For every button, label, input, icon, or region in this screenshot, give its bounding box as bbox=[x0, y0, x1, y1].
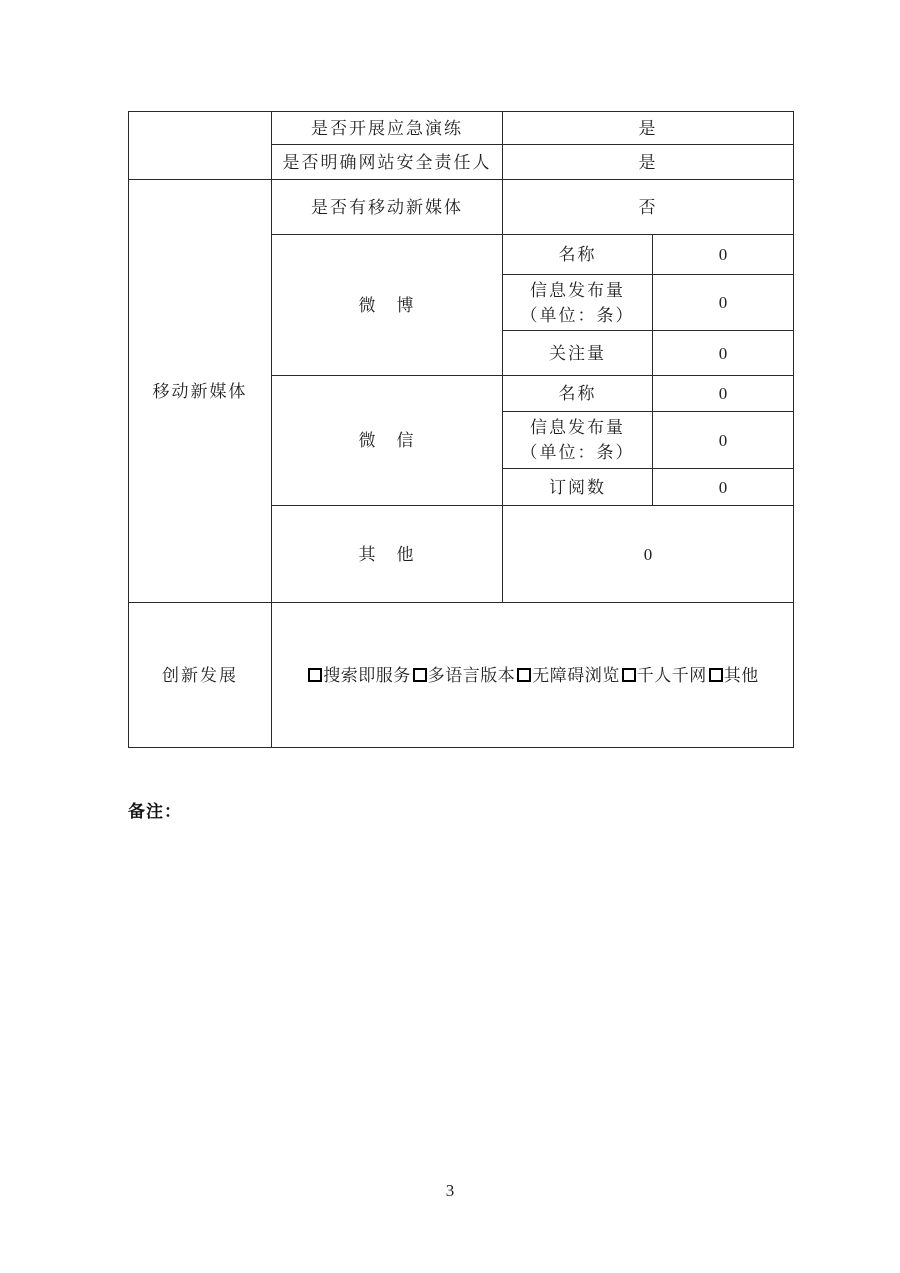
innovation-option-label: 千人千网 bbox=[636, 665, 707, 685]
wechat-name-value: 0 bbox=[653, 376, 794, 412]
weibo-posts-value: 0 bbox=[653, 275, 794, 331]
table-row bbox=[129, 180, 794, 235]
continuation-category-cell bbox=[129, 112, 272, 180]
wechat-subscribers-value: 0 bbox=[653, 469, 794, 506]
innovation-option-label: 无障碍浏览 bbox=[532, 665, 620, 685]
other-media-value: 0 bbox=[503, 506, 794, 603]
innovation-option-label: 多语言版本 bbox=[427, 665, 516, 685]
weibo-posts-label-line1: 信息发布量 bbox=[530, 280, 625, 300]
other-media-label: 其 他 bbox=[272, 506, 503, 603]
weibo-name-value: 0 bbox=[653, 235, 794, 275]
security-responsible-value: 是 bbox=[503, 145, 794, 180]
innovation-checkbox-line bbox=[306, 666, 759, 685]
page-number: 3 bbox=[445, 1181, 455, 1200]
weibo-group-cell: 微 博 bbox=[272, 235, 503, 376]
wechat-group-cell: 微 信 bbox=[272, 376, 503, 506]
emergency-drill-value: 是 bbox=[503, 112, 794, 145]
wechat-subscribers-label: 订阅数 bbox=[503, 469, 653, 506]
weibo-posts-label bbox=[503, 275, 653, 331]
wechat-posts-label-line1: 信息发布量 bbox=[530, 418, 625, 437]
mobile-media-category-cell: 移动新媒体 bbox=[129, 180, 272, 603]
checkbox-icon bbox=[709, 668, 723, 682]
has-new-media-label: 是否有移动新媒体 bbox=[272, 180, 503, 235]
weibo-followers-value: 0 bbox=[653, 331, 794, 376]
checkbox-icon bbox=[308, 668, 322, 682]
checkbox-icon bbox=[517, 668, 531, 682]
weibo-followers-label: 关注量 bbox=[503, 331, 653, 376]
wechat-posts-label bbox=[503, 412, 653, 469]
wechat-name-label: 名称 bbox=[503, 376, 653, 412]
security-responsible-label: 是否明确网站安全责任人 bbox=[272, 145, 503, 180]
table-row bbox=[129, 603, 794, 748]
remark-label: 备注： bbox=[128, 802, 182, 821]
annual-report-table bbox=[128, 111, 794, 748]
checkbox-icon bbox=[413, 668, 427, 682]
has-new-media-value: 否 bbox=[503, 180, 794, 235]
weibo-posts-label-line2: （单位：条） bbox=[520, 305, 635, 325]
weibo-name-label: 名称 bbox=[503, 235, 653, 275]
wechat-posts-label-line2: （单位：条） bbox=[520, 443, 635, 462]
emergency-drill-label: 是否开展应急演练 bbox=[272, 112, 503, 145]
table-row bbox=[129, 112, 794, 145]
innovation-option-label: 搜索即服务 bbox=[323, 665, 411, 685]
innovation-category-cell: 创新发展 bbox=[129, 603, 272, 748]
innovation-option-label: 其他 bbox=[723, 665, 759, 685]
innovation-options-cell bbox=[272, 603, 794, 748]
wechat-posts-value: 0 bbox=[653, 412, 794, 469]
checkbox-icon bbox=[622, 668, 636, 682]
